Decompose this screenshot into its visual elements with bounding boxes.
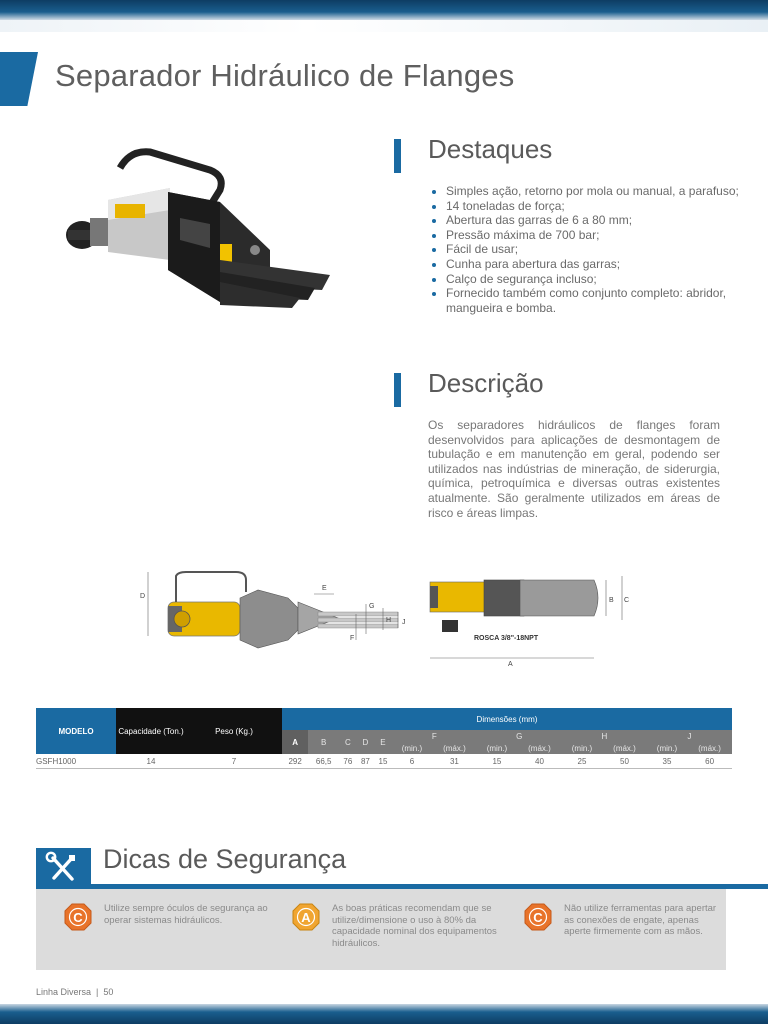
safety-icon-box	[36, 848, 91, 888]
cell-value: 87	[357, 754, 375, 769]
cell-value: 40	[517, 754, 562, 769]
col-header-max: (máx.)	[687, 742, 732, 754]
dim-label-d: D	[140, 593, 146, 600]
highlight-item: • Pressão máxima de 700 bar;	[446, 228, 746, 243]
cell-weight: 7	[186, 754, 282, 769]
col-header-j: J	[647, 730, 732, 742]
col-header-g: G	[477, 730, 562, 742]
col-header-min: (min.)	[477, 742, 517, 754]
cell-value: 66,5	[308, 754, 339, 769]
tip-letter: C	[73, 910, 83, 925]
col-header-min: (min.)	[647, 742, 687, 754]
cell-value: 35	[647, 754, 687, 769]
col-header-max: (máx.)	[602, 742, 647, 754]
dim-label-g: G	[369, 603, 375, 610]
cell-value: 15	[374, 754, 392, 769]
footer	[36, 987, 113, 997]
safety-tip-text: Utilize sempre óculos de segurança ao operar sistemas hidráulicos.	[104, 903, 268, 926]
warning-badge-icon	[524, 903, 552, 931]
tip-letter: C	[533, 910, 543, 925]
description-text: Os separadores hidráulicos de flanges foram desenvolvidos para aplicações de desmontagem de tubulação e em manutenção em geral, podendo ser utilizados nas indústrias de mineração, de siderurgia, química, petroquímica e diversas outras existentes atualmente. São geralmente utilizados em áreas de risco e áreas limpas.	[428, 418, 720, 520]
title-accent-tab	[0, 52, 38, 106]
cell-value: 76	[339, 754, 357, 769]
highlights-list	[428, 184, 746, 315]
cell-value: 15	[477, 754, 517, 769]
tip-letter: A	[301, 910, 311, 925]
col-header-dimensoes: Dimensões (mm)	[282, 708, 732, 730]
top-banner	[0, 0, 768, 20]
description-accent-bar	[394, 373, 401, 407]
product-image	[60, 140, 340, 320]
col-header-c: C	[339, 730, 357, 754]
highlights-accent-bar	[394, 139, 401, 173]
col-header-min: (min.)	[562, 742, 602, 754]
col-header-f: F	[392, 730, 477, 742]
cell-model: GSFH1000	[36, 754, 116, 769]
cell-value: 31	[432, 754, 477, 769]
col-header-h: H	[562, 730, 647, 742]
dim-label-f: F	[350, 635, 355, 642]
highlights-heading: Destaques	[428, 134, 553, 164]
safety-tip-text: Não utilize ferramentas para apertar as conexões de engate, apenas aperte firmemente com as mãos.	[564, 903, 717, 937]
cell-value: 60	[687, 754, 732, 769]
highlight-item: • Fácil de usar;	[446, 242, 746, 257]
tools-icon	[36, 848, 91, 888]
highlight-item: • Calço de segurança incluso;	[446, 272, 746, 287]
safety-tip-text: As boas práticas recomendam que se utilize/dimensione o uso à 80% da capacidade nominal dos equipamentos hidráulicos.	[332, 903, 497, 949]
warning-badge-icon	[64, 903, 92, 931]
dim-label-j: J	[402, 619, 406, 626]
spec-table	[36, 708, 732, 769]
safety-tip	[292, 903, 512, 949]
safety-tip	[64, 903, 269, 931]
highlight-item: • Simples ação, retorno por mola ou manual, a parafuso;	[446, 184, 746, 199]
technical-drawing-side	[138, 568, 418, 660]
dim-label-h: H	[386, 617, 392, 624]
page-title: Separador Hidráulico de Flanges	[55, 58, 515, 93]
col-header-a: A	[282, 730, 308, 754]
footer-section: Linha Diversa	[36, 987, 92, 997]
dim-label-e: E	[322, 585, 327, 592]
highlight-item: • Abertura das garras de 6 a 80 mm;	[446, 213, 746, 228]
col-header-max: (máx.)	[432, 742, 477, 754]
col-header-d: D	[357, 730, 375, 754]
dim-label-a: A	[508, 661, 513, 668]
highlight-item: • Cunha para abertura das garras;	[446, 257, 746, 272]
col-header-min: (min.)	[392, 742, 432, 754]
page-number: 50	[103, 987, 114, 997]
col-header-max: (máx.)	[517, 742, 562, 754]
safety-panel	[36, 889, 726, 970]
thread-label: ROSCA 3/8"-18NPT	[474, 635, 539, 642]
technical-drawing-top	[424, 570, 636, 670]
highlight-item: • 14 toneladas de força;	[446, 199, 746, 214]
col-header-capacidade: Capacidade (Ton.)	[116, 708, 186, 754]
safety-heading: Dicas de Segurança	[103, 844, 347, 874]
cell-value: 292	[282, 754, 308, 769]
table-row	[36, 754, 732, 769]
description-heading: Descrição	[428, 368, 544, 398]
col-header-e: E	[374, 730, 392, 754]
highlight-item: • Fornecido também como conjunto completo: abridor, mangueira e bomba.	[446, 286, 746, 315]
cell-value: 50	[602, 754, 647, 769]
safety-tip	[524, 903, 724, 938]
col-header-modelo: MODELO	[36, 708, 116, 754]
warning-badge-icon	[292, 903, 320, 931]
dim-label-c: C	[624, 597, 630, 604]
col-header-b: B	[308, 730, 339, 754]
dim-label-b: B	[609, 597, 614, 604]
cell-value: 6	[392, 754, 432, 769]
top-banner-light	[0, 20, 768, 32]
footer-separator: |	[93, 987, 101, 997]
col-header-peso: Peso (Kg.)	[186, 708, 282, 754]
bottom-banner	[0, 1004, 768, 1024]
cell-capacity: 14	[116, 754, 186, 769]
cell-value: 25	[562, 754, 602, 769]
